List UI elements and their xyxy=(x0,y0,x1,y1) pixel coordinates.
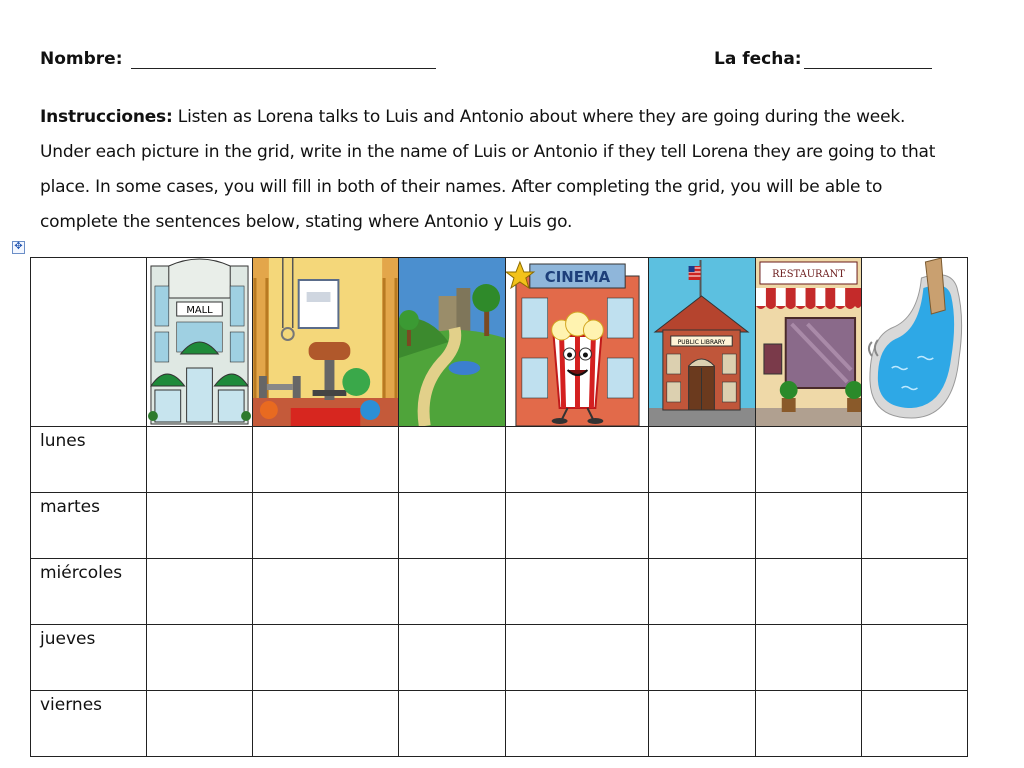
answer-cell[interactable] xyxy=(756,493,862,559)
cinema-cell xyxy=(506,258,649,427)
restaurant-cell xyxy=(756,258,862,427)
day-row-martes xyxy=(31,493,968,559)
pictures-row xyxy=(31,258,968,427)
restaurant-icon xyxy=(756,258,861,426)
answer-cell[interactable] xyxy=(756,625,862,691)
corner-cell xyxy=(31,258,147,427)
answer-cell[interactable] xyxy=(147,493,253,559)
instructions xyxy=(40,100,960,240)
svg-text:PUBLIC LIBRARY: PUBLIC LIBRARY xyxy=(677,338,726,347)
day-row-miercoles xyxy=(31,559,968,625)
gym-icon xyxy=(253,258,398,426)
mall-cell xyxy=(147,258,253,427)
answer-cell[interactable] xyxy=(253,559,399,625)
svg-text:CINEMA: CINEMA xyxy=(544,267,611,287)
day-label: viernes xyxy=(31,691,147,757)
library-icon xyxy=(649,258,755,426)
park-cell xyxy=(399,258,506,427)
mall-icon xyxy=(147,258,252,426)
svg-text:RESTAURANT: RESTAURANT xyxy=(772,268,845,281)
day-row-viernes xyxy=(31,691,968,757)
answer-cell[interactable] xyxy=(862,427,968,493)
day-label: lunes xyxy=(31,427,147,493)
name-field xyxy=(40,48,436,69)
park-icon xyxy=(399,258,505,426)
date-label: La fecha: xyxy=(714,49,802,69)
answer-cell[interactable] xyxy=(399,691,506,757)
library-cell xyxy=(649,258,756,427)
pool-icon xyxy=(862,258,967,426)
date-field xyxy=(714,48,932,69)
name-blank-line[interactable] xyxy=(131,48,436,69)
day-row-lunes xyxy=(31,427,968,493)
answer-cell[interactable] xyxy=(506,493,649,559)
instructions-text: Listen as Lorena talks to Luis and Antonio about where they are going during the week. Under each picture in the grid, write in the name of Luis or Antonio if they tell Lorena they are going to that place. In some cases, you will fill in both of their names. After completing the grid, you will be able to complete the sentences below, stating where Antonio y Luis go. xyxy=(40,107,936,232)
answer-cell[interactable] xyxy=(756,691,862,757)
day-label: martes xyxy=(31,493,147,559)
answer-cell[interactable] xyxy=(649,691,756,757)
answer-cell[interactable] xyxy=(506,691,649,757)
answer-cell[interactable] xyxy=(862,559,968,625)
answer-cell[interactable] xyxy=(649,427,756,493)
answer-cell[interactable] xyxy=(649,559,756,625)
answer-cell[interactable] xyxy=(253,691,399,757)
attendance-grid xyxy=(30,257,968,757)
pool-cell xyxy=(862,258,968,427)
table-move-handle-icon[interactable]: ✥ xyxy=(12,241,25,254)
answer-cell[interactable] xyxy=(147,691,253,757)
gym-cell xyxy=(253,258,399,427)
answer-cell[interactable] xyxy=(253,493,399,559)
answer-cell[interactable] xyxy=(147,625,253,691)
answer-cell[interactable] xyxy=(649,625,756,691)
svg-text:MALL: MALL xyxy=(186,304,213,317)
answer-cell[interactable] xyxy=(506,427,649,493)
answer-cell[interactable] xyxy=(253,625,399,691)
answer-cell[interactable] xyxy=(399,493,506,559)
answer-cell[interactable] xyxy=(506,559,649,625)
date-blank-line[interactable] xyxy=(804,48,932,69)
answer-cell[interactable] xyxy=(399,559,506,625)
answer-cell[interactable] xyxy=(399,427,506,493)
answer-cell[interactable] xyxy=(147,559,253,625)
answer-cell[interactable] xyxy=(862,691,968,757)
day-label: miércoles xyxy=(31,559,147,625)
answer-cell[interactable] xyxy=(862,625,968,691)
answer-cell[interactable] xyxy=(649,493,756,559)
day-label: jueves xyxy=(31,625,147,691)
answer-cell[interactable] xyxy=(506,625,649,691)
instructions-label: Instrucciones: xyxy=(40,107,173,127)
answer-cell[interactable] xyxy=(253,427,399,493)
day-row-jueves xyxy=(31,625,968,691)
answer-cell[interactable] xyxy=(756,427,862,493)
answer-cell[interactable] xyxy=(862,493,968,559)
answer-cell[interactable] xyxy=(147,427,253,493)
name-label: Nombre: xyxy=(40,49,123,69)
answer-cell[interactable] xyxy=(399,625,506,691)
cinema-icon xyxy=(506,258,648,426)
answer-cell[interactable] xyxy=(756,559,862,625)
